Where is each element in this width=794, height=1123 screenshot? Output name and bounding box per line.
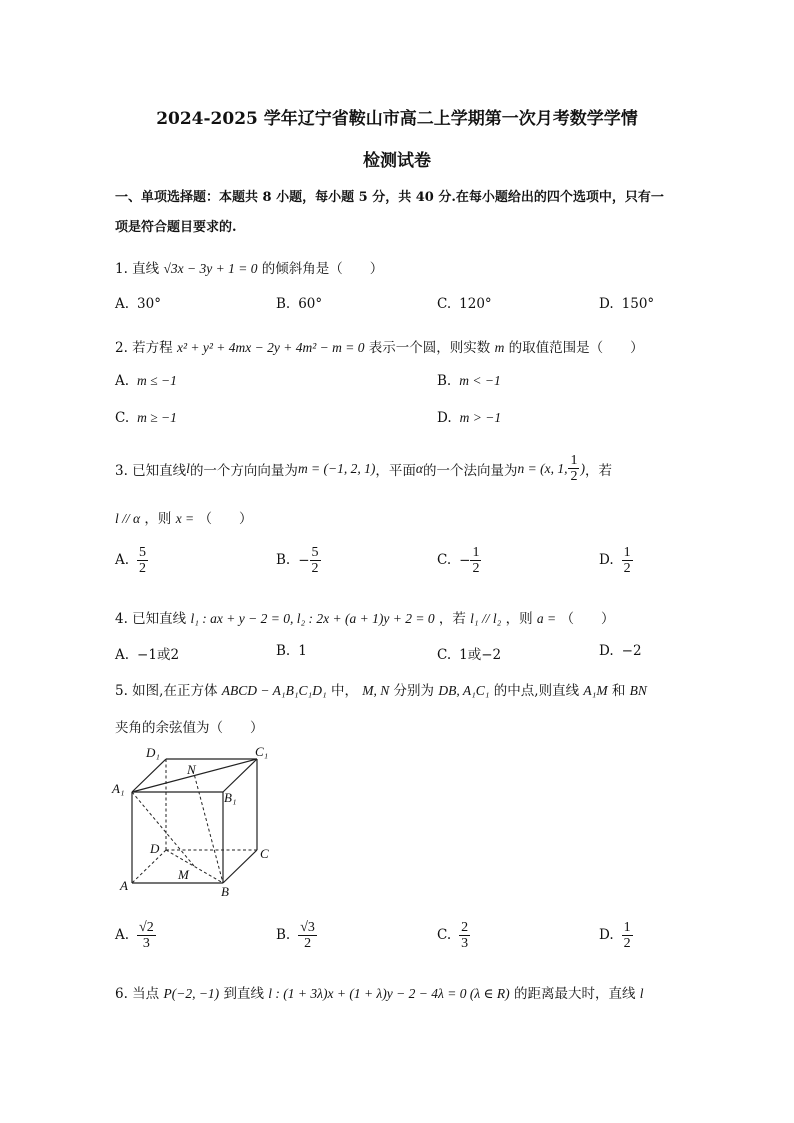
- q1-option-a: A. 30°: [115, 296, 161, 312]
- question-2: [115, 336, 644, 356]
- q5-option-d-fraction: $\frac{1}{2}$: [623, 920, 631, 952]
- q1-option-d-text: 150°: [621, 296, 655, 312]
- q5-option-d: D. $\frac{1}{2}$: [599, 920, 631, 952]
- section-heading-line2: 项是符合题目要求的.: [115, 220, 237, 235]
- q4-a-equals: a =: [536, 611, 557, 626]
- q3-line-l: l: [186, 460, 190, 476]
- label-a1: A₁: [112, 781, 125, 796]
- label-d: D: [150, 841, 160, 856]
- q5-option-c: C. $\frac{2}{3}$: [437, 920, 469, 952]
- cube-figure: [110, 740, 280, 900]
- q2-number: 2. 若方程: [115, 340, 173, 356]
- q5-option-c-fraction: $\frac{2}{3}$: [461, 920, 469, 952]
- page-title-line1: 2024-2025 学年辽宁省鞍山市高二上学期第一次月考数学学情: [156, 109, 638, 129]
- q6-p2: 到直线: [223, 986, 264, 1002]
- edge-ad-hidden: [132, 850, 166, 883]
- q2-option-c: C. m ≥ −1: [115, 410, 177, 426]
- q4-p4: （ ）: [560, 611, 615, 627]
- q2-option-d-text: m > −1: [459, 410, 502, 425]
- q6-point: P(−2, −1): [163, 986, 220, 1001]
- q4-option-b-text: 1: [298, 643, 307, 659]
- q2-option-c-text: m ≥ −1: [137, 410, 177, 425]
- q5-p1: 5. 如图,在正方体: [115, 683, 218, 699]
- q2-tail: 的取值范围是（ ）: [508, 340, 644, 356]
- q3-option-d-fraction: $\frac{1}{2}$: [623, 545, 631, 577]
- q5-option-b-fraction: $\frac{√3}{2}$: [300, 920, 315, 952]
- q1-option-c: C. 120°: [437, 296, 492, 312]
- q1-tail: 的倾斜角是（ ）: [261, 261, 384, 277]
- q3-condition: l // α: [115, 511, 141, 526]
- q4-option-a-text: −1或2: [137, 647, 180, 663]
- q3-vector-n-end: ): [580, 460, 585, 476]
- q4-option-d-text: −2: [621, 643, 642, 659]
- q4-p1: 4. 已知直线: [115, 611, 187, 627]
- label-d1: D₁: [146, 745, 160, 760]
- q5-line2: 夹角的余弦值为（ ）: [115, 720, 264, 736]
- q5-mn: M, N: [362, 683, 390, 698]
- q3-half-fraction: $\frac{1}{2}$: [570, 453, 578, 485]
- q3-p5: ，若: [584, 462, 612, 479]
- q1-number: 1. 直线: [115, 261, 160, 277]
- q2-option-d: D. m > −1: [437, 410, 502, 426]
- q5-bn: BN: [629, 683, 647, 698]
- q4-lines: l₁ : ax + y − 2 = 0, l₂ : 2x + (a + 1)y + 2 = 0: [190, 611, 435, 626]
- q3-option-b: B. − $\frac{5}{2}$: [276, 545, 319, 577]
- q4-p2: ，若: [438, 611, 466, 627]
- q5-option-b: B. $\frac{√3}{2}$: [276, 920, 315, 952]
- q5-p5: 和: [611, 683, 626, 699]
- question-1: [115, 257, 383, 277]
- label-m: M: [178, 867, 189, 882]
- q3-p3: ，平面: [375, 462, 416, 479]
- q4-option-c-text: 1或−2: [459, 647, 502, 663]
- q3-option-b-fraction: $\frac{5}{2}$: [311, 545, 319, 577]
- label-b1: B₁: [224, 790, 237, 805]
- q1-option-b-text: 60°: [298, 296, 323, 312]
- q5-segments: DB, A₁C₁: [438, 683, 490, 698]
- q6-line-l: l: [639, 986, 644, 1001]
- question-4: [115, 607, 614, 627]
- question-5: [115, 679, 647, 699]
- section-heading-line1: 一、单项选择题：本题共 8 小题，每小题 5 分，共 40 分.在每小题给出的四个选项中，只有一: [115, 190, 664, 205]
- q5-option-a-fraction: $\frac{√2}{3}$: [139, 920, 154, 952]
- page-title-line2: 检测试卷: [363, 151, 431, 171]
- q3-vector-n: n = (x, 1,: [517, 460, 568, 476]
- label-c: C: [260, 846, 269, 861]
- q5-a1m: A₁M: [583, 683, 608, 698]
- q2-equation: x² + y² + 4mx − 2y + 4m² − m = 0: [176, 340, 365, 355]
- q3-option-d: D. $\frac{1}{2}$: [599, 545, 631, 577]
- q5-p3: 分别为: [393, 683, 435, 699]
- question-3-line2: [115, 507, 252, 527]
- q3-p6: ，则: [144, 511, 172, 527]
- question-3: [115, 453, 612, 485]
- q3-vector-m: m = (−1, 2, 1): [297, 460, 376, 476]
- label-a: A: [120, 878, 128, 893]
- q2-option-a-text: m ≤ −1: [137, 373, 177, 388]
- q4-option-d: D. −2: [599, 643, 642, 659]
- label-b: B: [221, 884, 229, 899]
- q3-alpha: α: [415, 460, 423, 476]
- q3-option-c-fraction: $\frac{1}{2}$: [472, 545, 480, 577]
- q6-p1: 6. 当点: [115, 986, 160, 1002]
- q3-x-equals: x =: [175, 511, 195, 526]
- label-c1: C₁: [255, 744, 269, 759]
- q1-equation: √3x − 3y + 1 = 0: [163, 261, 258, 276]
- segment-a1m-hidden: [132, 792, 195, 867]
- q5-cube: ABCD − A₁B₁C₁D₁: [221, 683, 327, 698]
- q3-option-a-fraction: $\frac{5}{2}$: [139, 545, 147, 577]
- q4-option-b: B. 1: [276, 643, 307, 659]
- q3-p4: 的一个法向量为: [423, 462, 518, 479]
- q3-option-a: A. $\frac{5}{2}$: [115, 545, 147, 577]
- q1-option-b: B. 60°: [276, 296, 323, 312]
- q3-p7: （ ）: [198, 511, 253, 527]
- diagonal-db-hidden: [166, 850, 223, 883]
- edge-bc: [223, 850, 257, 883]
- q5-option-a: A. $\frac{√2}{3}$: [115, 920, 154, 952]
- q2-option-a: A. m ≤ −1: [115, 373, 177, 389]
- q3-p1: 3. 已知直线: [115, 462, 187, 479]
- q1-option-a-text: 30°: [137, 296, 161, 312]
- q4-condition: l₁ // l₂: [470, 611, 502, 626]
- q5-p4: 的中点,则直线: [493, 683, 580, 699]
- q1-option-c-text: 120°: [459, 296, 492, 312]
- q5-p2: 中，: [330, 683, 358, 699]
- q2-variable: m: [494, 340, 505, 355]
- q6-line-equation: l : (1 + 3λ)x + (1 + λ)y − 2 − 4λ = 0 (λ ∈ R): [268, 986, 510, 1001]
- q3-p2: 的一个方向向量为: [189, 462, 298, 479]
- q4-option-a: A. −1或2: [115, 647, 180, 663]
- q4-option-c: C. 1或−2: [437, 647, 502, 663]
- q6-p3: 的距离最大时，直线: [513, 986, 636, 1002]
- question-6: [115, 982, 644, 1002]
- q2-option-b: B. m < −1: [437, 373, 501, 389]
- q4-p3: ，则: [505, 611, 533, 627]
- q3-option-c: C. − $\frac{1}{2}$: [437, 545, 480, 577]
- q2-option-b-text: m < −1: [459, 373, 501, 388]
- label-n: N: [187, 762, 196, 777]
- q1-option-d: D. 150°: [599, 296, 655, 312]
- q2-mid: 表示一个圆，则实数: [368, 340, 491, 356]
